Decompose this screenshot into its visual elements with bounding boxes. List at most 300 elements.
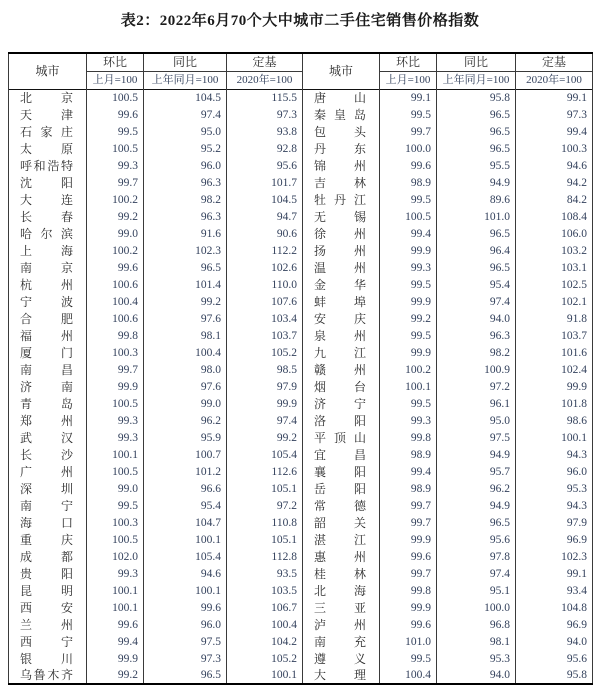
city-name: 石家庄 bbox=[20, 124, 73, 139]
index-value-cell: 104.8 bbox=[516, 599, 593, 616]
header-mom-base-right: 上月=100 bbox=[380, 71, 437, 89]
index-value-cell: 99.5 bbox=[87, 497, 144, 514]
index-value-cell: 94.0 bbox=[437, 310, 516, 327]
index-value-cell: 96.6 bbox=[144, 480, 227, 497]
header-city-right: 城市 bbox=[303, 53, 380, 89]
index-value-cell: 99.0 bbox=[144, 395, 227, 412]
table-row bbox=[9, 310, 593, 327]
index-value-cell: 100.5 bbox=[380, 208, 437, 225]
city-name: 哈尔滨 bbox=[20, 226, 73, 241]
index-value-cell: 99.2 bbox=[144, 293, 227, 310]
city-name: 长春 bbox=[20, 209, 73, 224]
index-value-cell: 97.3 bbox=[516, 106, 593, 123]
index-value-cell: 98.9 bbox=[380, 480, 437, 497]
city-cell bbox=[303, 174, 380, 191]
city-cell bbox=[303, 259, 380, 276]
index-value-cell: 99.3 bbox=[380, 259, 437, 276]
city-cell bbox=[303, 310, 380, 327]
index-value-cell: 99.8 bbox=[380, 582, 437, 599]
index-value-cell: 98.2 bbox=[437, 344, 516, 361]
index-value-cell: 99.7 bbox=[380, 565, 437, 582]
city-cell bbox=[303, 395, 380, 412]
city-cell bbox=[303, 106, 380, 123]
city-cell bbox=[303, 327, 380, 344]
city-name: 北海 bbox=[314, 583, 366, 598]
index-value-cell: 99.8 bbox=[380, 429, 437, 446]
index-value-cell: 101.2 bbox=[144, 463, 227, 480]
city-name: 大理 bbox=[314, 668, 366, 682]
index-value-cell: 97.6 bbox=[144, 378, 227, 395]
index-value-cell: 96.2 bbox=[144, 412, 227, 429]
index-value-cell: 99.7 bbox=[380, 514, 437, 531]
table-row bbox=[9, 106, 593, 123]
index-value-cell: 112.8 bbox=[227, 548, 303, 565]
index-value-cell: 105.4 bbox=[227, 446, 303, 463]
index-value-cell: 115.5 bbox=[227, 89, 303, 106]
table-row bbox=[9, 174, 593, 191]
city-cell bbox=[9, 191, 87, 208]
index-value-cell: 95.3 bbox=[437, 650, 516, 667]
index-value-cell: 99.1 bbox=[380, 89, 437, 106]
table-title: 表2：2022年6月70个大中城市二手住宅销售价格指数 bbox=[120, 13, 480, 29]
index-value-cell: 103.4 bbox=[227, 310, 303, 327]
header-fixed-base-right: 2020年=100 bbox=[516, 71, 593, 89]
city-name: 宜昌 bbox=[314, 447, 366, 462]
city-cell bbox=[9, 378, 87, 395]
index-value-cell: 97.9 bbox=[227, 378, 303, 395]
city-name: 韶关 bbox=[314, 515, 366, 530]
index-value-cell: 94.3 bbox=[516, 497, 593, 514]
city-name: 青岛 bbox=[20, 396, 73, 411]
city-name: 西安 bbox=[20, 600, 73, 615]
city-cell bbox=[9, 293, 87, 310]
index-value-cell: 99.5 bbox=[380, 327, 437, 344]
city-cell bbox=[9, 259, 87, 276]
city-name: 九江 bbox=[314, 345, 366, 360]
header-city-left: 城市 bbox=[9, 53, 87, 89]
index-value-cell: 101.6 bbox=[516, 344, 593, 361]
table-body bbox=[9, 89, 593, 684]
index-value-cell: 94.0 bbox=[437, 667, 516, 684]
index-value-cell: 99.6 bbox=[144, 599, 227, 616]
city-name: 杭州 bbox=[20, 277, 73, 292]
index-value-cell: 99.6 bbox=[87, 616, 144, 633]
index-value-cell: 96.0 bbox=[516, 463, 593, 480]
table-row bbox=[9, 327, 593, 344]
city-cell bbox=[9, 650, 87, 667]
city-cell bbox=[303, 276, 380, 293]
index-value-cell: 101.0 bbox=[380, 633, 437, 650]
index-value-cell: 96.5 bbox=[437, 514, 516, 531]
city-name: 海口 bbox=[20, 515, 73, 530]
price-index-table bbox=[8, 52, 593, 685]
city-cell bbox=[9, 412, 87, 429]
index-value-cell: 100.5 bbox=[87, 140, 144, 157]
city-name: 湛江 bbox=[314, 532, 366, 547]
index-value-cell: 97.3 bbox=[144, 650, 227, 667]
table-row bbox=[9, 633, 593, 650]
city-name: 长沙 bbox=[20, 447, 73, 462]
city-name: 西宁 bbox=[20, 634, 73, 649]
index-value-cell: 101.4 bbox=[144, 276, 227, 293]
index-value-cell: 112.2 bbox=[227, 242, 303, 259]
index-value-cell: 94.3 bbox=[516, 446, 593, 463]
header-mom-base-left: 上月=100 bbox=[87, 71, 144, 89]
city-cell bbox=[9, 531, 87, 548]
header-mom-right: 环比 bbox=[380, 53, 437, 71]
index-value-cell: 104.2 bbox=[227, 633, 303, 650]
city-name: 南昌 bbox=[20, 362, 73, 377]
index-value-cell: 99.1 bbox=[516, 565, 593, 582]
index-value-cell: 101.7 bbox=[227, 174, 303, 191]
city-cell bbox=[9, 123, 87, 140]
index-value-cell: 99.6 bbox=[380, 157, 437, 174]
city-cell bbox=[303, 531, 380, 548]
index-value-cell: 93.8 bbox=[227, 123, 303, 140]
city-cell bbox=[303, 361, 380, 378]
city-name: 徐州 bbox=[314, 226, 366, 241]
index-value-cell: 100.9 bbox=[437, 361, 516, 378]
index-value-cell: 98.1 bbox=[144, 327, 227, 344]
city-name: 济宁 bbox=[314, 396, 366, 411]
table-row bbox=[9, 123, 593, 140]
city-name: 深圳 bbox=[20, 481, 73, 496]
city-cell bbox=[303, 429, 380, 446]
index-value-cell: 99.1 bbox=[516, 89, 593, 106]
table-row bbox=[9, 361, 593, 378]
city-name: 金华 bbox=[314, 277, 366, 292]
index-value-cell: 91.8 bbox=[516, 310, 593, 327]
header-fixed-right: 定基 bbox=[516, 53, 593, 71]
city-name: 唐山 bbox=[314, 90, 366, 105]
index-value-cell: 99.7 bbox=[380, 497, 437, 514]
index-value-cell: 95.2 bbox=[144, 140, 227, 157]
index-value-cell: 96.8 bbox=[437, 616, 516, 633]
index-value-cell: 93.4 bbox=[516, 582, 593, 599]
index-value-cell: 97.8 bbox=[437, 548, 516, 565]
city-name: 沈阳 bbox=[20, 175, 73, 190]
index-value-cell: 89.6 bbox=[437, 191, 516, 208]
index-value-cell: 92.8 bbox=[227, 140, 303, 157]
index-value-cell: 99.7 bbox=[87, 174, 144, 191]
city-cell bbox=[9, 89, 87, 106]
city-name: 岳阳 bbox=[314, 481, 366, 496]
index-value-cell: 98.5 bbox=[227, 361, 303, 378]
index-value-cell: 98.9 bbox=[380, 174, 437, 191]
city-name: 南京 bbox=[20, 260, 73, 275]
city-name: 温州 bbox=[314, 260, 366, 275]
city-name: 太原 bbox=[20, 141, 73, 156]
index-value-cell: 105.4 bbox=[144, 548, 227, 565]
index-value-cell: 90.6 bbox=[227, 225, 303, 242]
city-name: 无锡 bbox=[314, 209, 366, 224]
index-value-cell: 96.0 bbox=[144, 616, 227, 633]
index-value-cell: 99.4 bbox=[87, 633, 144, 650]
city-name: 天津 bbox=[20, 107, 73, 122]
city-cell bbox=[303, 191, 380, 208]
table-row bbox=[9, 259, 593, 276]
index-value-cell: 99.5 bbox=[380, 395, 437, 412]
index-value-cell: 97.4 bbox=[227, 412, 303, 429]
index-value-cell: 94.9 bbox=[437, 497, 516, 514]
city-cell bbox=[303, 140, 380, 157]
city-name: 福州 bbox=[20, 328, 73, 343]
header-fixed-base-left: 2020年=100 bbox=[227, 71, 303, 89]
index-value-cell: 99.9 bbox=[380, 293, 437, 310]
header-yoy-base-left: 上年同月=100 bbox=[144, 71, 227, 89]
city-cell bbox=[303, 565, 380, 582]
index-value-cell: 100.5 bbox=[87, 531, 144, 548]
city-cell bbox=[9, 616, 87, 633]
city-name: 广州 bbox=[20, 464, 73, 479]
city-cell bbox=[9, 225, 87, 242]
index-value-cell: 100.1 bbox=[144, 582, 227, 599]
city-name: 惠州 bbox=[314, 549, 366, 564]
index-value-cell: 112.6 bbox=[227, 463, 303, 480]
index-value-cell: 96.3 bbox=[437, 327, 516, 344]
table-row bbox=[9, 242, 593, 259]
city-cell bbox=[9, 106, 87, 123]
index-value-cell: 96.5 bbox=[144, 259, 227, 276]
index-value-cell: 108.4 bbox=[516, 208, 593, 225]
city-name: 大连 bbox=[20, 192, 73, 207]
index-value-cell: 105.1 bbox=[227, 480, 303, 497]
index-value-cell: 103.7 bbox=[227, 327, 303, 344]
city-name: 重庆 bbox=[20, 532, 73, 547]
index-value-cell: 95.5 bbox=[437, 157, 516, 174]
city-name: 乌鲁木齐 bbox=[20, 668, 73, 682]
city-cell bbox=[303, 480, 380, 497]
city-name: 桂林 bbox=[314, 566, 366, 581]
index-value-cell: 97.9 bbox=[516, 514, 593, 531]
index-value-cell: 104.7 bbox=[144, 514, 227, 531]
city-name: 郑州 bbox=[20, 413, 73, 428]
index-value-cell: 100.4 bbox=[87, 293, 144, 310]
index-value-cell: 99.9 bbox=[380, 599, 437, 616]
index-value-cell: 96.5 bbox=[144, 667, 227, 684]
index-value-cell: 94.2 bbox=[516, 174, 593, 191]
header-yoy-left: 同比 bbox=[144, 53, 227, 71]
city-cell bbox=[303, 616, 380, 633]
index-value-cell: 97.6 bbox=[144, 310, 227, 327]
table-row bbox=[9, 565, 593, 582]
city-cell bbox=[303, 123, 380, 140]
index-value-cell: 103.1 bbox=[516, 259, 593, 276]
index-value-cell: 95.4 bbox=[144, 497, 227, 514]
index-value-cell: 99.5 bbox=[380, 106, 437, 123]
index-value-cell: 97.2 bbox=[437, 378, 516, 395]
index-value-cell: 99.6 bbox=[380, 548, 437, 565]
table-row bbox=[9, 225, 593, 242]
index-value-cell: 105.2 bbox=[227, 344, 303, 361]
index-value-cell: 100.4 bbox=[144, 344, 227, 361]
header-mom-left: 环比 bbox=[87, 53, 144, 71]
index-value-cell: 103.5 bbox=[227, 582, 303, 599]
index-value-cell: 95.3 bbox=[516, 480, 593, 497]
index-value-cell: 100.1 bbox=[87, 582, 144, 599]
index-value-cell: 99.9 bbox=[380, 242, 437, 259]
city-name: 赣州 bbox=[314, 362, 366, 377]
index-value-cell: 98.1 bbox=[437, 633, 516, 650]
index-value-cell: 95.0 bbox=[437, 412, 516, 429]
index-value-cell: 99.9 bbox=[380, 344, 437, 361]
index-value-cell: 95.8 bbox=[516, 667, 593, 684]
city-name: 南宁 bbox=[20, 498, 73, 513]
city-name: 平顶山 bbox=[314, 430, 366, 445]
table-row bbox=[9, 463, 593, 480]
index-value-cell: 101.8 bbox=[516, 395, 593, 412]
index-value-cell: 96.5 bbox=[437, 225, 516, 242]
city-name: 蚌埠 bbox=[314, 294, 366, 309]
index-value-cell: 97.2 bbox=[227, 497, 303, 514]
index-value-cell: 100.7 bbox=[144, 446, 227, 463]
index-value-cell: 99.3 bbox=[87, 412, 144, 429]
index-value-cell: 102.4 bbox=[516, 361, 593, 378]
index-value-cell: 99.4 bbox=[380, 463, 437, 480]
table-row bbox=[9, 616, 593, 633]
city-cell bbox=[9, 463, 87, 480]
index-value-cell: 99.3 bbox=[87, 565, 144, 582]
table-row bbox=[9, 446, 593, 463]
city-cell bbox=[303, 378, 380, 395]
city-name: 泉州 bbox=[314, 328, 366, 343]
index-value-cell: 96.2 bbox=[437, 480, 516, 497]
header-yoy-right: 同比 bbox=[437, 53, 516, 71]
table-row bbox=[9, 667, 593, 684]
city-name: 秦皇岛 bbox=[314, 107, 366, 122]
city-name: 上海 bbox=[20, 243, 73, 258]
index-value-cell: 96.9 bbox=[516, 616, 593, 633]
city-cell bbox=[9, 514, 87, 531]
index-value-cell: 94.0 bbox=[516, 633, 593, 650]
index-value-cell: 96.5 bbox=[437, 123, 516, 140]
index-value-cell: 100.2 bbox=[380, 361, 437, 378]
index-value-cell: 99.5 bbox=[380, 650, 437, 667]
city-name: 北京 bbox=[20, 90, 73, 105]
table-row bbox=[9, 514, 593, 531]
city-cell bbox=[9, 480, 87, 497]
index-value-cell: 96.1 bbox=[437, 395, 516, 412]
city-name: 银川 bbox=[20, 651, 73, 666]
city-cell bbox=[303, 599, 380, 616]
city-name: 合肥 bbox=[20, 311, 73, 326]
city-name: 贵阳 bbox=[20, 566, 73, 581]
index-value-cell: 95.0 bbox=[144, 123, 227, 140]
table-row bbox=[9, 89, 593, 106]
city-cell bbox=[9, 276, 87, 293]
index-value-cell: 105.1 bbox=[227, 531, 303, 548]
index-value-cell: 94.6 bbox=[516, 157, 593, 174]
table-row bbox=[9, 497, 593, 514]
index-value-cell: 96.9 bbox=[516, 531, 593, 548]
table-row bbox=[9, 412, 593, 429]
table-row bbox=[9, 395, 593, 412]
index-value-cell: 102.3 bbox=[516, 548, 593, 565]
city-name: 泸州 bbox=[314, 617, 366, 632]
index-value-cell: 100.2 bbox=[87, 242, 144, 259]
city-name: 襄阳 bbox=[314, 464, 366, 479]
index-value-cell: 97.3 bbox=[227, 106, 303, 123]
index-value-cell: 94.9 bbox=[437, 446, 516, 463]
index-value-cell: 100.1 bbox=[380, 378, 437, 395]
city-cell bbox=[9, 565, 87, 582]
index-value-cell: 104.5 bbox=[227, 191, 303, 208]
index-value-cell: 96.4 bbox=[437, 242, 516, 259]
city-name: 宁波 bbox=[20, 294, 73, 309]
table-row bbox=[9, 378, 593, 395]
city-cell bbox=[303, 344, 380, 361]
city-cell bbox=[9, 395, 87, 412]
city-name: 昆明 bbox=[20, 583, 73, 598]
index-value-cell: 97.5 bbox=[144, 633, 227, 650]
index-value-cell: 100.3 bbox=[87, 514, 144, 531]
city-cell bbox=[303, 463, 380, 480]
index-value-cell: 102.6 bbox=[227, 259, 303, 276]
index-value-cell: 110.0 bbox=[227, 276, 303, 293]
table-row bbox=[9, 293, 593, 310]
table-row bbox=[9, 344, 593, 361]
table-row bbox=[9, 157, 593, 174]
city-cell bbox=[303, 89, 380, 106]
table-row bbox=[9, 480, 593, 497]
index-value-cell: 99.6 bbox=[87, 259, 144, 276]
index-value-cell: 99.0 bbox=[87, 480, 144, 497]
index-value-cell: 102.5 bbox=[516, 276, 593, 293]
index-value-cell: 100.1 bbox=[87, 599, 144, 616]
index-value-cell: 99.7 bbox=[380, 123, 437, 140]
city-name: 南充 bbox=[314, 634, 366, 649]
city-cell bbox=[303, 667, 380, 684]
city-cell bbox=[9, 344, 87, 361]
index-value-cell: 100.4 bbox=[227, 616, 303, 633]
city-cell bbox=[9, 157, 87, 174]
header-fixed-left: 定基 bbox=[227, 53, 303, 71]
city-name: 三亚 bbox=[314, 600, 366, 615]
city-cell bbox=[9, 208, 87, 225]
index-value-cell: 105.2 bbox=[227, 650, 303, 667]
index-value-cell: 103.2 bbox=[516, 242, 593, 259]
table-header bbox=[9, 53, 593, 89]
city-name: 扬州 bbox=[314, 243, 366, 258]
city-name: 武汉 bbox=[20, 430, 73, 445]
index-value-cell: 106.0 bbox=[516, 225, 593, 242]
index-value-cell: 99.6 bbox=[380, 616, 437, 633]
index-value-cell: 95.6 bbox=[516, 650, 593, 667]
index-value-cell: 97.5 bbox=[437, 429, 516, 446]
index-value-cell: 99.2 bbox=[227, 429, 303, 446]
index-value-cell: 100.3 bbox=[516, 140, 593, 157]
index-value-cell: 98.9 bbox=[380, 446, 437, 463]
city-name: 洛阳 bbox=[314, 413, 366, 428]
index-value-cell: 100.2 bbox=[87, 191, 144, 208]
index-value-cell: 100.1 bbox=[227, 667, 303, 684]
index-value-cell: 104.5 bbox=[144, 89, 227, 106]
index-value-cell: 96.0 bbox=[144, 157, 227, 174]
city-name: 丹东 bbox=[314, 141, 366, 156]
index-value-cell: 95.7 bbox=[437, 463, 516, 480]
city-name: 锦州 bbox=[314, 158, 366, 173]
city-cell bbox=[303, 548, 380, 565]
index-value-cell: 94.9 bbox=[437, 174, 516, 191]
city-cell bbox=[9, 174, 87, 191]
city-cell bbox=[303, 208, 380, 225]
city-name: 包头 bbox=[314, 124, 366, 139]
index-value-cell: 99.0 bbox=[87, 225, 144, 242]
city-name: 遵义 bbox=[314, 651, 366, 666]
index-value-cell: 99.7 bbox=[87, 361, 144, 378]
city-cell bbox=[303, 157, 380, 174]
city-name: 烟台 bbox=[314, 379, 366, 394]
